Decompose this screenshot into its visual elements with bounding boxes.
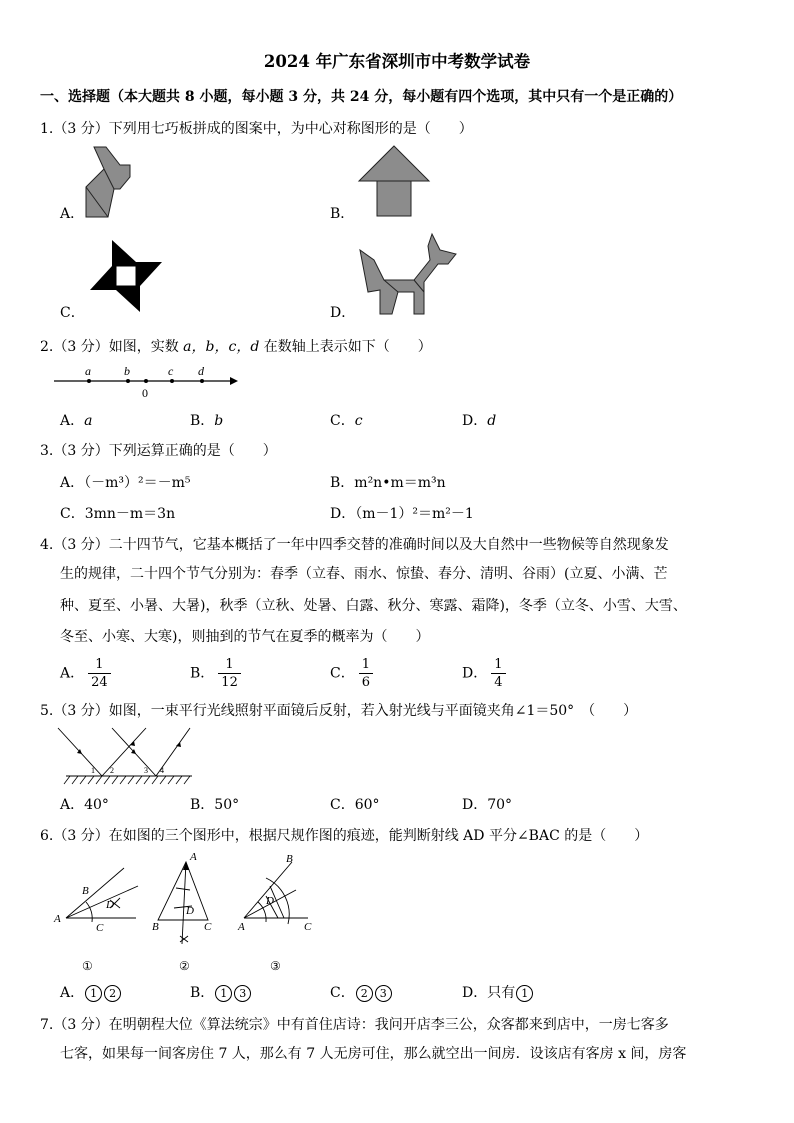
svg-text:A: A [238, 921, 245, 933]
page-title: 2024 年广东省深圳市中考数学试卷 [263, 52, 531, 71]
svg-text:B: B [152, 921, 159, 933]
q1-option-a-label: A． [60, 206, 85, 222]
question-6-stem: 6.（3 分）在如图的三个图形中，根据尺规作图的痕迹，能判断射线 AD 平分∠BAC 的是（ ） [40, 828, 649, 844]
q3-option-d: D．（m－1）²＝m²－1 [330, 506, 474, 522]
q1-option-d-label: D． [330, 305, 356, 321]
q5-mirror-figure [56, 724, 196, 786]
q1-option-d-animal-figure [358, 232, 458, 318]
question-5-stem: 5.（3 分）如图，一束平行光线照射平面镜后反射，若入射光线与平面镜夹角∠1＝50° （ ） [40, 703, 638, 719]
question-3-stem: 3.（3 分）下列运算正确的是（ ） [40, 443, 277, 459]
axis-label-a: a [85, 364, 91, 378]
q5-option-c: C．60° [330, 797, 380, 813]
question-2-stem: 2.（3 分）如图，实数 a，b，c，d 在数轴上表示如下（ ） [40, 339, 432, 355]
angle-label-2: 2 [110, 766, 114, 775]
q3-option-a: A．（－m³）²＝－m⁵ [60, 475, 191, 491]
q4-option-c: C． $\frac{1}{6}$ [330, 656, 373, 691]
q5-option-a: A．40° [60, 797, 109, 813]
q1-option-c-pinwheel-figure [88, 238, 164, 314]
q4-option-b: B． $\frac{1}{12}$ [190, 656, 241, 691]
q2-number-line [52, 364, 244, 400]
q2-option-b: B．b [190, 413, 224, 429]
q4-option-a: A． $\frac{1}{24}$ [60, 656, 111, 691]
figure-caption-3: ③ [270, 959, 281, 973]
q1-option-a-tangram-figure [84, 145, 134, 219]
svg-text:B: B [82, 885, 89, 897]
question-7-line-1: 7.（3 分）在明朝程大位《算法统宗》中有首住店诗：我问开店李三公，众客都来到店中，一房七客多 [40, 1017, 669, 1033]
q6-option-c: C． 2 3 [330, 982, 393, 1002]
q2-option-a: A．a [60, 413, 93, 429]
svg-text:A: A [190, 851, 197, 863]
axis-label-d: d [198, 364, 204, 378]
q1-option-b-label: B． [330, 206, 355, 222]
svg-text:C: C [96, 922, 104, 934]
angle-label-3: 3 [144, 766, 148, 775]
question-1-stem: 1.（3 分）下列用七巧板拼成的图案中，为中心对称图形的是（ ） [40, 121, 473, 137]
q6-option-a: A． 1 2 [60, 982, 122, 1002]
section-heading: 一、选择题（本大题共 8 小题，每小题 3 分，共 24 分，每小题有四个选项，其中只有一个是正确的） [40, 89, 683, 105]
svg-text:A: A [54, 913, 61, 925]
angle-label-1: 1 [91, 766, 95, 775]
figure-caption-1: ① [82, 959, 93, 973]
question-7-line-2: 七客，如果每一间客房住 7 人，那么有 7 人无房可住，那么就空出一间房．设该店有客房 x 间，房客 [60, 1046, 687, 1062]
q6-option-b: B． 1 3 [190, 982, 252, 1002]
svg-text:D: D [106, 899, 114, 911]
q5-option-b: B．50° [190, 797, 240, 813]
q4-option-d: D． $\frac{1}{4}$ [462, 656, 506, 691]
q5-option-d: D．70° [462, 797, 513, 813]
q3-option-b: B．m²n•m＝m³n [330, 475, 446, 491]
figure-caption-2: ② [179, 959, 190, 973]
axis-label-c: c [168, 364, 174, 378]
angle-label-4: 4 [160, 766, 164, 775]
q6-option-d: D．只有 1 [462, 982, 534, 1002]
q1-option-b-arrow-figure [357, 144, 431, 218]
svg-text:D: D [266, 895, 274, 907]
axis-label-zero: 0 [142, 386, 148, 400]
question-4-line-4: 冬至、小寒、大寒)，则抽到的节气在夏季的概率为（ ） [60, 629, 430, 645]
question-4-line-2: 生的规律，二十四个节气分别为：春季（立春、雨水、惊蛰、春分、清明、谷雨）(立夏、小满、芒 [60, 566, 668, 582]
svg-text:C: C [304, 921, 312, 933]
axis-label-b: b [124, 364, 130, 378]
svg-text:C: C [204, 921, 212, 933]
q2-option-c: C．c [330, 413, 363, 429]
svg-text:B: B [286, 853, 293, 865]
q1-option-c-label: C． [60, 305, 85, 321]
svg-text:D: D [186, 905, 194, 917]
q6-construction-figures [52, 848, 322, 978]
question-4-line-3: 种、夏至、小暑、大暑)，秋季（立秋、处暑、白露、秋分、寒露、霜降)，冬季（立冬、小雪、大雪、 [60, 598, 687, 614]
q3-option-c: C．3mn－m＝3n [60, 506, 176, 522]
q2-option-d: D．d [462, 413, 497, 429]
question-4-line-1: 4.（3 分）二十四节气，它基本概括了一年中四季交替的准确时间以及大自然中一些物候等自然现象发 [40, 537, 669, 553]
